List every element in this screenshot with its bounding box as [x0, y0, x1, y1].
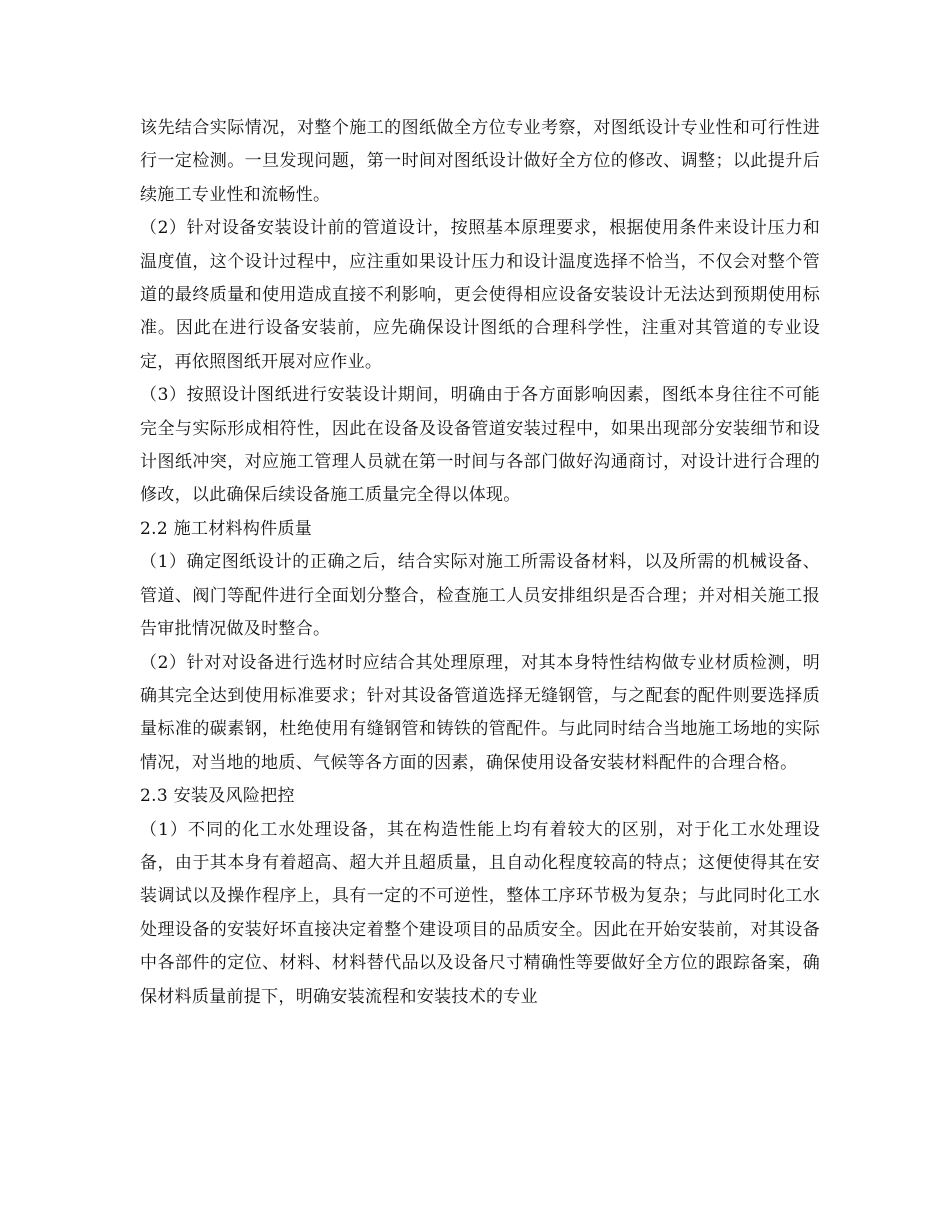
paragraph-item-1-materials: （1）确定图纸设计的正确之后，结合实际对施工所需设备材料，以及所需的机械设备、管道、阀门等配件进行全面划分整合，检查施工人员安排组织是否合理；并对相关施工报告审批情况做及时整合。: [140, 552, 820, 640]
section-heading-2-3: 2.3 安装及风险把控: [140, 786, 295, 807]
paragraph-continuation: 该先结合实际情况，对整个施工的图纸做全方位专业考察，对图纸设计专业性和可行性进行一定检测。一旦发现问题，第一时间对图纸设计做好全方位的修改、调整；以此提升后续施工专业性和流畅性。: [140, 118, 820, 205]
section-heading-2-2: 2.2 施工材料构件质量: [140, 518, 313, 539]
paragraph-item-1-installation-risk: （1）不同的化工水处理设备，其在构造性能上均有着较大的区别，对于化工水处理设备，由于其本身有着超高、超大并且超质量，且自动化程度较高的特点；这便使得其在安装调试以及操作程序上，具有一定的不可逆性，整体工序环节极为复杂；与此同时化工水处理设备的安装好坏直接决定着整个建设项目的品质安全。因此在开始安装前，对其设备中各部件的定位、材料、材料替代品以及设备尺寸精确性等要做好全方位的跟踪备案，确保材料质量前提下，明确安装流程和安装技术的专业: [140, 819, 820, 1007]
paragraph-item-3-design-drawings: （3）按照设计图纸进行安装设计期间，明确由于各方面影响因素，图纸本身往往不可能完全与实际形成相符性，因此在设备及设备管道安装过程中，如果出现部分安装细节和设计图纸冲突，对应施工管理人员就在第一时间与各部门做好沟通商讨，对设计进行合理的修改，以此确保后续设备施工质量完全得以体现。: [140, 385, 820, 506]
document-body: [140, 112, 820, 1014]
paragraph-item-2-pipe-design: （2）针对设备安装设计前的管道设计，按照基本原理要求，根据使用条件来设计压力和温度值，这个设计过程中，应注重如果设计压力和设计温度选择不恰当，不仅会对整个管道的最终质量和使用造成直接不利影响，更会使得相应设备安装设计无法达到预期使用标准。因此在进行设备安装前，应先确保设计图纸的合理科学性，注重对其管道的专业设定，再依照图纸开展对应作业。: [140, 218, 820, 372]
paragraph-item-2-material-selection: （2）针对对设备进行选材时应结合其处理原理，对其本身特性结构做专业材质检测，明确其完全达到使用标准要求；针对其设备管道选择无缝钢管，与之配套的配件则要选择质量标准的碳素钢，杜绝使用有缝钢管和铸铁的管配件。与此同时结合当地施工场地的实际情况，对当地的地质、气候等各方面的因素，确保使用设备安装材料配件的合理合格。: [140, 652, 820, 773]
